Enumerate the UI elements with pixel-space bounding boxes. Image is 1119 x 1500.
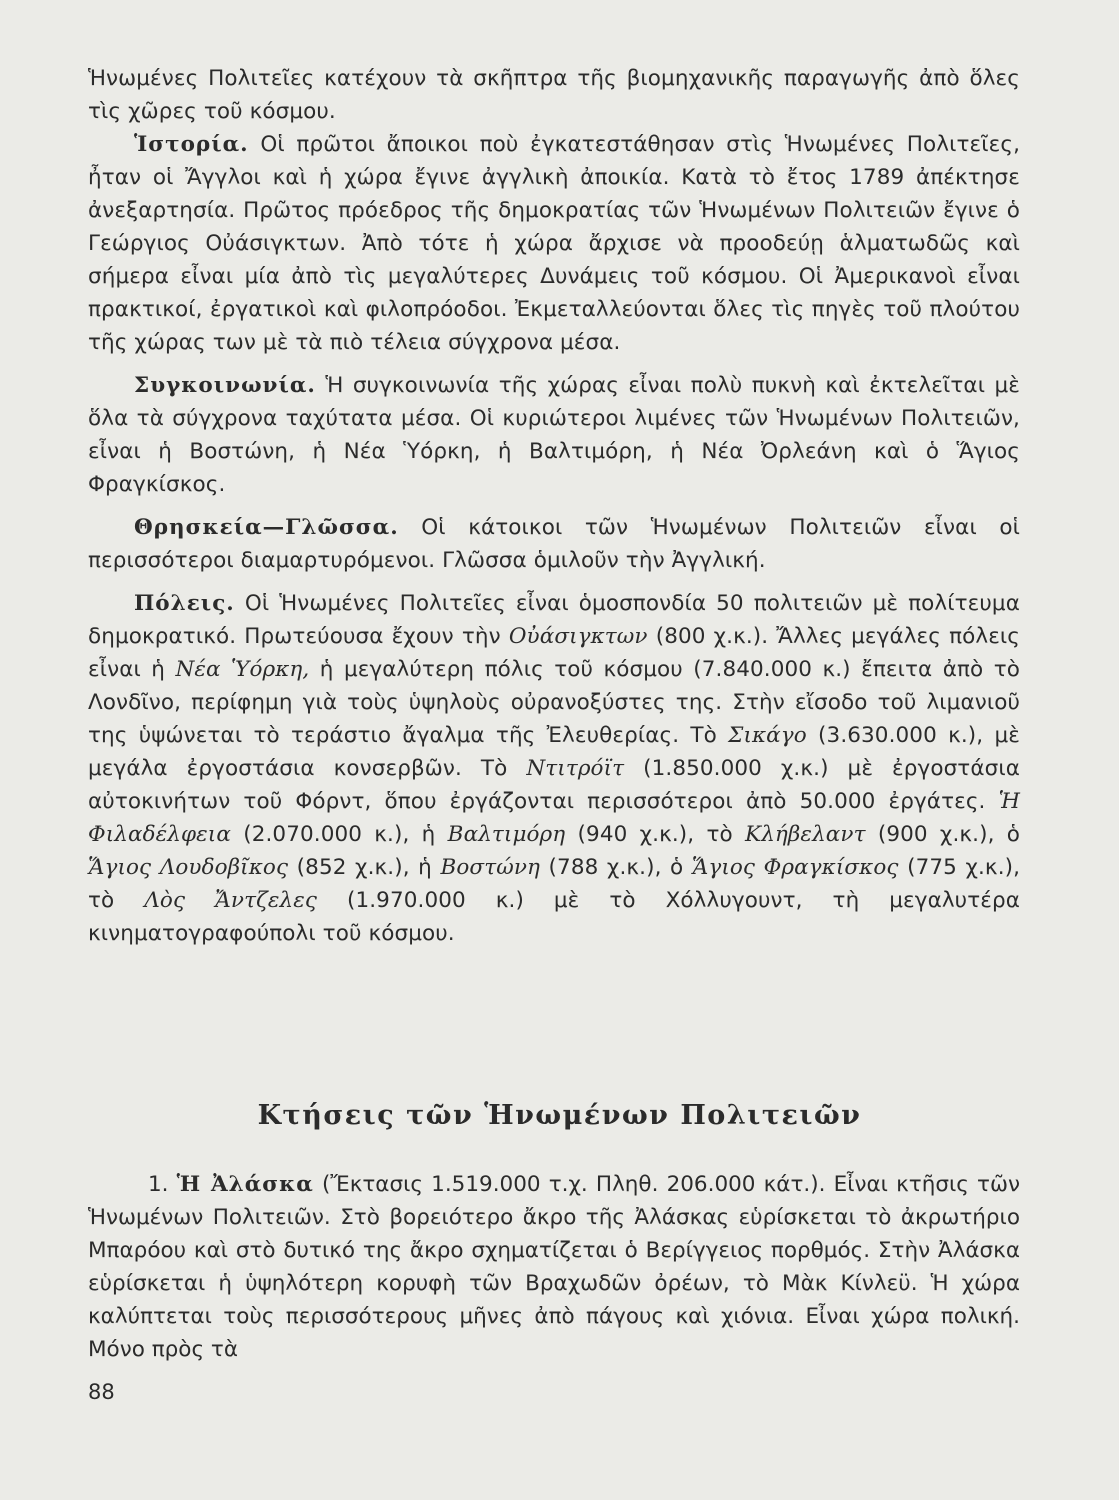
city-name: Βοστώνη bbox=[440, 855, 540, 880]
city-name: Ἅγιος Λουδοβῖκος bbox=[88, 855, 289, 880]
city-name: Βαλτιμόρη bbox=[447, 822, 566, 847]
cities-text: (1.850.000 χ.κ.) μὲ ἐργοστάσια αὐτοκινήτων τοῦ Φόρντ, ὅπου ἐργάζονται περισσότεροι ἀπὸ 50.000 ἐργάτες. bbox=[88, 756, 1020, 814]
cities-text: (3.630.000 κ.), μὲ μεγάλα ἐργοστάσια κονσερβῶν. Τὸ bbox=[88, 723, 1020, 781]
religion-heading: Θρησκεία—Γλῶσσα. bbox=[134, 515, 399, 540]
history-heading: Ἱστορία. bbox=[134, 132, 249, 157]
cities-text: (900 χ.κ.), ὁ bbox=[877, 822, 1021, 847]
cities-heading: Πόλεις. bbox=[134, 591, 235, 616]
alaska-text: (Ἔκτασις 1.519.000 τ.χ. Πληθ. 206.000 κάτ.). Εἶναι κτῆσις τῶν Ἡνωμένων Πολιτειῶν. Στὸ βορειότερο ἄκρο τῆς Ἀλάσκας εὑρίσκεται τὸ ἀκρωτήριο Μπαρόου καὶ στὸ δυτικό της ἄκρο σχηματίζεται ὁ Βερίγγειος πορθμός. Στὴν Ἀλάσκα εὑρίσκεται ἡ ὑψηλότερη κορυφὴ τῶν Βραχωδῶν ὀρέων, τὸ Μὰκ Κίνλεϋ. Ἡ χώρα καλύπτεται τοὺς περισσότερους μῆνες ἀπὸ πάγους καὶ χιόνια. Εἶναι χώρα πολική. Μόνο πρὸς τὰ bbox=[88, 1172, 1020, 1362]
city-name: Ἅγιος Φραγκίσκος bbox=[691, 855, 899, 880]
cities-text: (775 χ.κ.), τὸ bbox=[88, 855, 1021, 913]
cities-paragraph bbox=[88, 587, 1020, 950]
page-number: 88 bbox=[88, 1380, 115, 1404]
city-name: Νέα Ὑόρκη, bbox=[175, 657, 310, 682]
city-name: Λὸς Ἄντζελες bbox=[144, 888, 317, 913]
alaska-section bbox=[88, 1168, 1020, 1366]
city-name: Οὐάσιγκτων bbox=[508, 624, 648, 649]
communication-heading: Συγκοινωνία. bbox=[134, 373, 316, 398]
cities-text: (1.970.000 κ.) μὲ τὸ Χόλλυγουντ, τὴ μεγαλυτέρα κινηματογραφούπολι τοῦ κόσμου. bbox=[88, 888, 1021, 946]
religion-text: Οἱ κάτοικοι τῶν Ἡνωμένων Πολιτειῶν εἶναι οἱ περισσότεροι διαμαρτυρόμενοι. Γλῶσσα ὁμιλοῦν τὴν Ἀγγλική. bbox=[88, 515, 1020, 573]
alaska-number: 1. bbox=[148, 1172, 169, 1197]
city-name: Κλήβελαντ bbox=[745, 822, 866, 847]
section-heading: Κτήσεις τῶν Ἡνωμένων Πολιτειῶν bbox=[257, 1100, 862, 1131]
history-paragraph bbox=[88, 128, 1020, 359]
cities-text: (940 χ.κ.), τὸ bbox=[577, 822, 733, 847]
city-name: Σικάγο bbox=[728, 723, 807, 748]
cities-text: (2.070.000 κ.), ἡ bbox=[243, 822, 436, 847]
cities-text: (800 χ.κ.). Ἄλλες μεγάλες πόλεις εἶναι ἡ bbox=[88, 624, 1021, 682]
city-name: Ντιτρόϊτ bbox=[526, 756, 625, 781]
cities-text: (852 χ.κ.), ἡ bbox=[296, 855, 432, 880]
cities-text: (788 χ.κ.), ὁ bbox=[548, 855, 684, 880]
main-text bbox=[88, 62, 1020, 950]
alaska-paragraph bbox=[88, 1168, 1020, 1366]
cities-text: Οἱ Ἡνωμένες Πολιτεῖες εἶναι ὁμοσπονδία 50 πολιτειῶν μὲ πολίτευμα δημοκρατικό. Πρωτεύουσα ἔχουν τὴν bbox=[88, 591, 1020, 649]
communication-paragraph bbox=[88, 369, 1020, 501]
alaska-heading: Ἡ Ἀλάσκα bbox=[176, 1172, 314, 1197]
city-name: Ἡ Φιλαδέλφεια bbox=[88, 789, 1021, 847]
communication-text: Ἡ συγκοινωνία τῆς χώρας εἶναι πολὺ πυκνὴ καὶ ἐκτελεῖται μὲ ὅλα τὰ σύγχρονα ταχύτατα μέσα. Οἱ κυριώτεροι λιμένες τῶν Ἡνωμένων Πολιτειῶν, εἶναι ἡ Βοστώνη, ἡ Νέα Ὑόρκη, ἡ Βαλτιμόρη, ἡ Νέα Ὀρλεάνη καὶ ὁ Ἅγιος Φραγκίσκος. bbox=[88, 373, 1020, 497]
intro-paragraph bbox=[88, 62, 1020, 128]
religion-paragraph bbox=[88, 511, 1020, 577]
intro-text: Ἡνωμένες Πολιτεῖες κατέχουν τὰ σκῆπτρα τῆς βιομηχανικῆς παραγωγῆς ἀπὸ ὅλες τὶς χῶρες τοῦ κόσμου. bbox=[88, 66, 1020, 124]
cities-text: ἡ μεγαλύτερη πόλις τοῦ κόσμου (7.840.000 κ.) ἔπειτα ἀπὸ τὸ Λονδῖνο, περίφημη γιὰ τοὺς ὑψηλοὺς οὐρανοξύστες της. Στὴν εἴσοδο τοῦ λιμανιοῦ της ὑψώνεται τὸ τεράστιο ἄγαλμα τῆς Ἐλευθερίας. Τὸ bbox=[88, 657, 1021, 748]
history-text: Οἱ πρῶτοι ἄποικοι ποὺ ἐγκατεστάθησαν στὶς Ἡνωμένες Πολιτεῖες, ἦταν οἱ Ἄγγλοι καὶ ἡ χώρα ἔγινε ἀγγλικὴ ἀποικία. Κατὰ τὸ ἔτος 1789 ἀπέκτησε ἀνεξαρτησία. Πρῶτος πρόεδρος τῆς δημοκρατίας τῶν Ἡνωμένων Πολιτειῶν ἔγινε ὁ Γεώργιος Οὐάσιγκτων. Ἀπὸ τότε ἡ χώρα ἄρχισε νὰ προοδεύῃ ἁλματωδῶς καὶ σήμερα εἶναι μία ἀπὸ τὶς μεγαλύτερες Δυνάμεις τοῦ κόσμου. Οἱ Ἀμερικανοὶ εἶναι πρακτικοί, ἐργατικοὶ καὶ φιλοπρόοδοι. Ἐκμεταλλεύονται ὅλες τὶς πηγὲς τοῦ πλούτου τῆς χώρας των μὲ τὰ πιὸ τέλεια σύγχρονα μέσα. bbox=[88, 132, 1021, 355]
